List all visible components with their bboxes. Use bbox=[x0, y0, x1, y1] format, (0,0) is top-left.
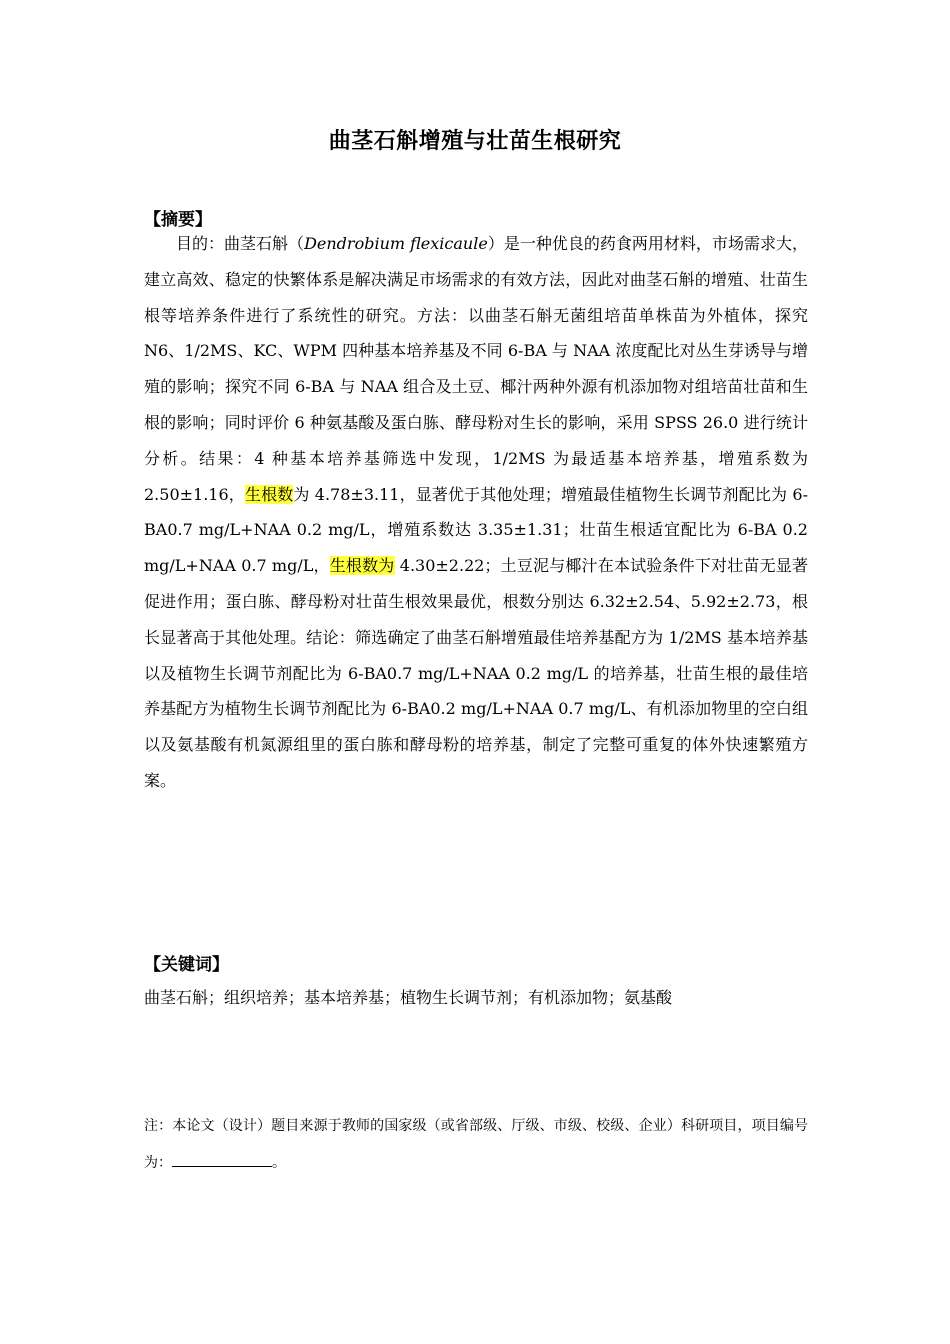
footnote bbox=[144, 1108, 808, 1182]
abstract-heading: 【摘要】 bbox=[144, 210, 212, 230]
page-title: 曲茎石斛增殖与壮苗生根研究 bbox=[328, 129, 622, 154]
abstract-text-2: ）是一种优良的药食两用材料，市场需求大，建立高效、稳定的快繁体系是解决满足市场需求的有效方法，因此对曲茎石斛的增殖、壮苗生根等培养条件进行了系统性的研究。方法：以曲茎石斛无菌组培苗单株苗为外植体，探究 N6、1/2MS、KC、WPM 四种基本培养基及不同 6-BA 与 NAA 浓度配比对丛生芽诱导与增殖的影响；探究不同 6-BA 与 NAA 组合及土豆、椰汁两种外源有机添加物对组培苗壮苗和生根的影响；同时评价 6 种氨基酸及蛋白胨、酵母粉对生长的影响，采用 SPSS 26.0 进行统计分析。结果：4 种基本培养基筛选中发现，1/2MS 为最适基本培养基，增殖系数为 2.50±1.16， bbox=[144, 234, 808, 504]
footnote-text: 注：本论文（设计）题目来源于教师的国家级（或省部级、厅级、市级、校级、企业）科研项目，项目编号为： bbox=[144, 1118, 808, 1171]
abstract-paragraph bbox=[144, 226, 808, 799]
abstract-text-1: 目的：曲茎石斛（ bbox=[176, 234, 305, 253]
project-number-blank bbox=[172, 1152, 272, 1167]
highlighted-text-1: 生根数 bbox=[244, 484, 294, 504]
abstract-text-4: 4.30±2.22；土豆泥与椰汁在本试验条件下对壮苗无显著促进作用；蛋白胨、酵母粉对壮苗生根效果最优，根数分别达 6.32±2.54、5.92±2.73，根长显著高于其他处理。结论：筛选确定了曲茎石斛增殖最佳培养基配方为 1/2MS 基本培养基以及植物生长调节剂配比为 6-BA0.7 mg/L+NAA 0.2 mg/L 的培养基，壮苗生根的最佳培养基配方为植物生长调节剂配比为 6-BA0.2 mg/L+NAA 0.7 mg/L、有机添加物里的空白组以及氨基酸有机氮源组里的蛋白胨和酵母粉的培养基，制定了完整可重复的体外快速繁殖方案。 bbox=[144, 556, 808, 790]
abstract-text-3: 为 4.78±3.11，显著优于其他处理；增殖最佳植物生长调节剂配比为 6-BA0.7 mg/L+NAA 0.2 mg/L，增殖系数达 3.35±1.31；壮苗生根适宜配比为 6-BA 0.2 mg/L+NAA 0.7 mg/L， bbox=[144, 484, 808, 576]
highlighted-text-2: 生根数为 bbox=[329, 556, 395, 576]
keywords-text: 曲茎石斛；组织培养；基本培养基；植物生长调节剂；有机添加物；氨基酸 bbox=[144, 988, 673, 1007]
keywords-heading: 【关键词】 bbox=[144, 955, 229, 975]
footnote-suffix: 。 bbox=[272, 1155, 286, 1171]
species-latin-name: Dendrobium flexicaule bbox=[304, 234, 488, 253]
